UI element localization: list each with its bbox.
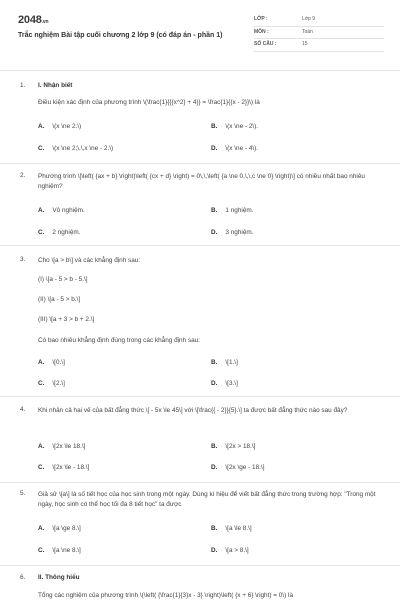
option-a[interactable]: [38, 207, 85, 214]
option-b[interactable]: [211, 525, 252, 532]
meta-row-grade: [254, 14, 384, 27]
meta-label: SỐ CÂU :: [254, 41, 277, 47]
meta-label: MÔN :: [254, 28, 269, 35]
question-text: Cho \[a > b\] và các khẳng định sau:: [38, 257, 141, 264]
option-a[interactable]: [38, 443, 85, 450]
option-c[interactable]: [38, 464, 89, 471]
option-c[interactable]: [38, 145, 113, 152]
divider: [0, 163, 400, 164]
option-key: C.: [38, 145, 45, 152]
option-b[interactable]: [211, 443, 255, 450]
question-text: Phương trình \[\left( {ax + b} \right)\left( {cx + d} \right) = 0\,\,\left( {a \ne 0,\,\,c \ne 0} \right)\] có nhiều nhất bao nhiêu nghiệm?: [38, 173, 365, 190]
page-header: [18, 14, 384, 58]
option-d[interactable]: [211, 547, 249, 554]
option-text: \[2x \le 18.\]: [52, 443, 86, 450]
option-d[interactable]: [211, 464, 264, 471]
meta-row-count: [254, 39, 384, 52]
option-text: \[2x \le - 18.\]: [52, 464, 90, 471]
divider: [0, 482, 400, 483]
question-number: 2.: [20, 172, 26, 179]
option-text: \(x \ne - 2\).: [225, 123, 259, 130]
option-c[interactable]: [38, 229, 80, 236]
option-text: \[a \le 8.\]: [225, 525, 252, 532]
statement-1: (I) \[a - 5 > b - 5.\]: [38, 276, 88, 283]
divider: [0, 245, 400, 246]
page-title: Trắc nghiệm Bài tập cuối chương 2 lớp 9 (có đáp án - phần 1): [18, 32, 223, 39]
option-a[interactable]: [38, 123, 81, 130]
option-text: \(x \ne 2.\): [52, 123, 82, 130]
meta-value: Lớp 9: [302, 16, 316, 22]
question-text: Tổng các nghiệm của phương trình \(\left( {\frac{1}{3}x - 3} \right)\left( {x + 6} \right) = 0\) là: [38, 592, 293, 599]
question-text: Giả sử \[a\] là số tiết học của học sinh trong một ngày. Dùng kí hiệu để viết bất đẳng thức trong trường hợp: "Trong một ngày, học sinh có thể học tối đa 8 tiết học" ta được: [38, 491, 376, 508]
option-text: \[2x > 18.\]: [225, 443, 256, 450]
option-text: \[0.\]: [52, 359, 65, 366]
option-text: \[a \ge 8.\]: [52, 525, 81, 532]
option-key: B.: [211, 359, 218, 366]
option-a[interactable]: [38, 359, 65, 366]
question-text: Điều kiện xác định của phương trình \(\frac{1}{{{x^2} + 4}} = \frac{1}{{x - 2}}\) là: [38, 99, 260, 106]
option-text: \[3.\]: [225, 380, 238, 387]
option-b[interactable]: [211, 359, 238, 366]
meta-row-subject: [254, 27, 384, 40]
option-key: A.: [38, 207, 45, 214]
question-number: 6.: [20, 574, 26, 581]
option-a[interactable]: [38, 525, 81, 532]
question-number: 1.: [20, 82, 26, 89]
option-key: C.: [38, 464, 45, 471]
site-logo[interactable]: [18, 14, 48, 26]
divider: [0, 70, 400, 71]
option-text: Vô nghiệm.: [52, 207, 85, 214]
divider: [0, 565, 400, 566]
question-text: Khi nhân cả hai vế của bất đẳng thức \[ - 5x \le 45\] với \[\frac{{ - 2}}{5}.\] ta được bất đẳng thức nào sau đây?: [38, 407, 348, 414]
section-heading: I. Nhận biết: [38, 82, 73, 89]
option-text: \[1.\]: [225, 359, 238, 366]
meta-label: LỚP :: [254, 16, 268, 22]
question-number: 4.: [20, 406, 26, 413]
option-key: A.: [38, 359, 45, 366]
statement-3: (III) \[a + 3 > b + 2.\]: [38, 316, 95, 323]
option-c[interactable]: [38, 547, 81, 554]
option-key: D.: [211, 380, 218, 387]
option-key: D.: [211, 547, 218, 554]
question-number: 5.: [20, 490, 26, 497]
option-key: D.: [211, 145, 218, 152]
option-key: D.: [211, 229, 218, 236]
meta-table: [254, 14, 384, 52]
option-text: \[2.\]: [52, 380, 65, 387]
question-followup: Có bao nhiêu khẳng định đúng trong các khẳng định sau:: [38, 337, 201, 344]
question-number: 3.: [20, 256, 26, 263]
section-heading: II. Thông hiểu: [38, 574, 80, 581]
option-key: B.: [211, 443, 218, 450]
option-text: \(x \ne - 4\).: [225, 145, 259, 152]
option-key: C.: [38, 547, 45, 554]
option-key: A.: [38, 123, 45, 130]
logo-suffix: .vn: [41, 19, 49, 25]
option-key: B.: [211, 207, 218, 214]
option-key: A.: [38, 443, 45, 450]
option-key: C.: [38, 229, 45, 236]
option-key: A.: [38, 525, 45, 532]
option-c[interactable]: [38, 380, 65, 387]
option-text: 2 nghiệm.: [52, 229, 81, 236]
option-b[interactable]: [211, 207, 253, 214]
option-key: B.: [211, 123, 218, 130]
option-text: \(x \ne 2;\,\,x \ne - 2.\): [52, 145, 114, 152]
option-text: 3 nghiệm.: [225, 229, 254, 236]
option-text: \[2x \ge - 18.\]: [225, 464, 265, 471]
option-key: C.: [38, 380, 45, 387]
option-key: D.: [211, 464, 218, 471]
statement-2: (II) \[a - 5 > b.\]: [38, 296, 81, 303]
option-text: \[a > 8.\]: [225, 547, 249, 554]
option-d[interactable]: [211, 229, 253, 236]
option-text: 1 nghiệm.: [225, 207, 254, 214]
option-text: \[a \ne 8.\]: [52, 547, 81, 554]
option-d[interactable]: [211, 145, 258, 152]
option-key: B.: [211, 525, 218, 532]
meta-value: 15: [302, 41, 308, 47]
divider: [0, 396, 400, 397]
meta-value: Toán: [302, 28, 313, 35]
option-b[interactable]: [211, 123, 258, 130]
logo-text: 2048: [18, 14, 42, 26]
option-d[interactable]: [211, 380, 238, 387]
